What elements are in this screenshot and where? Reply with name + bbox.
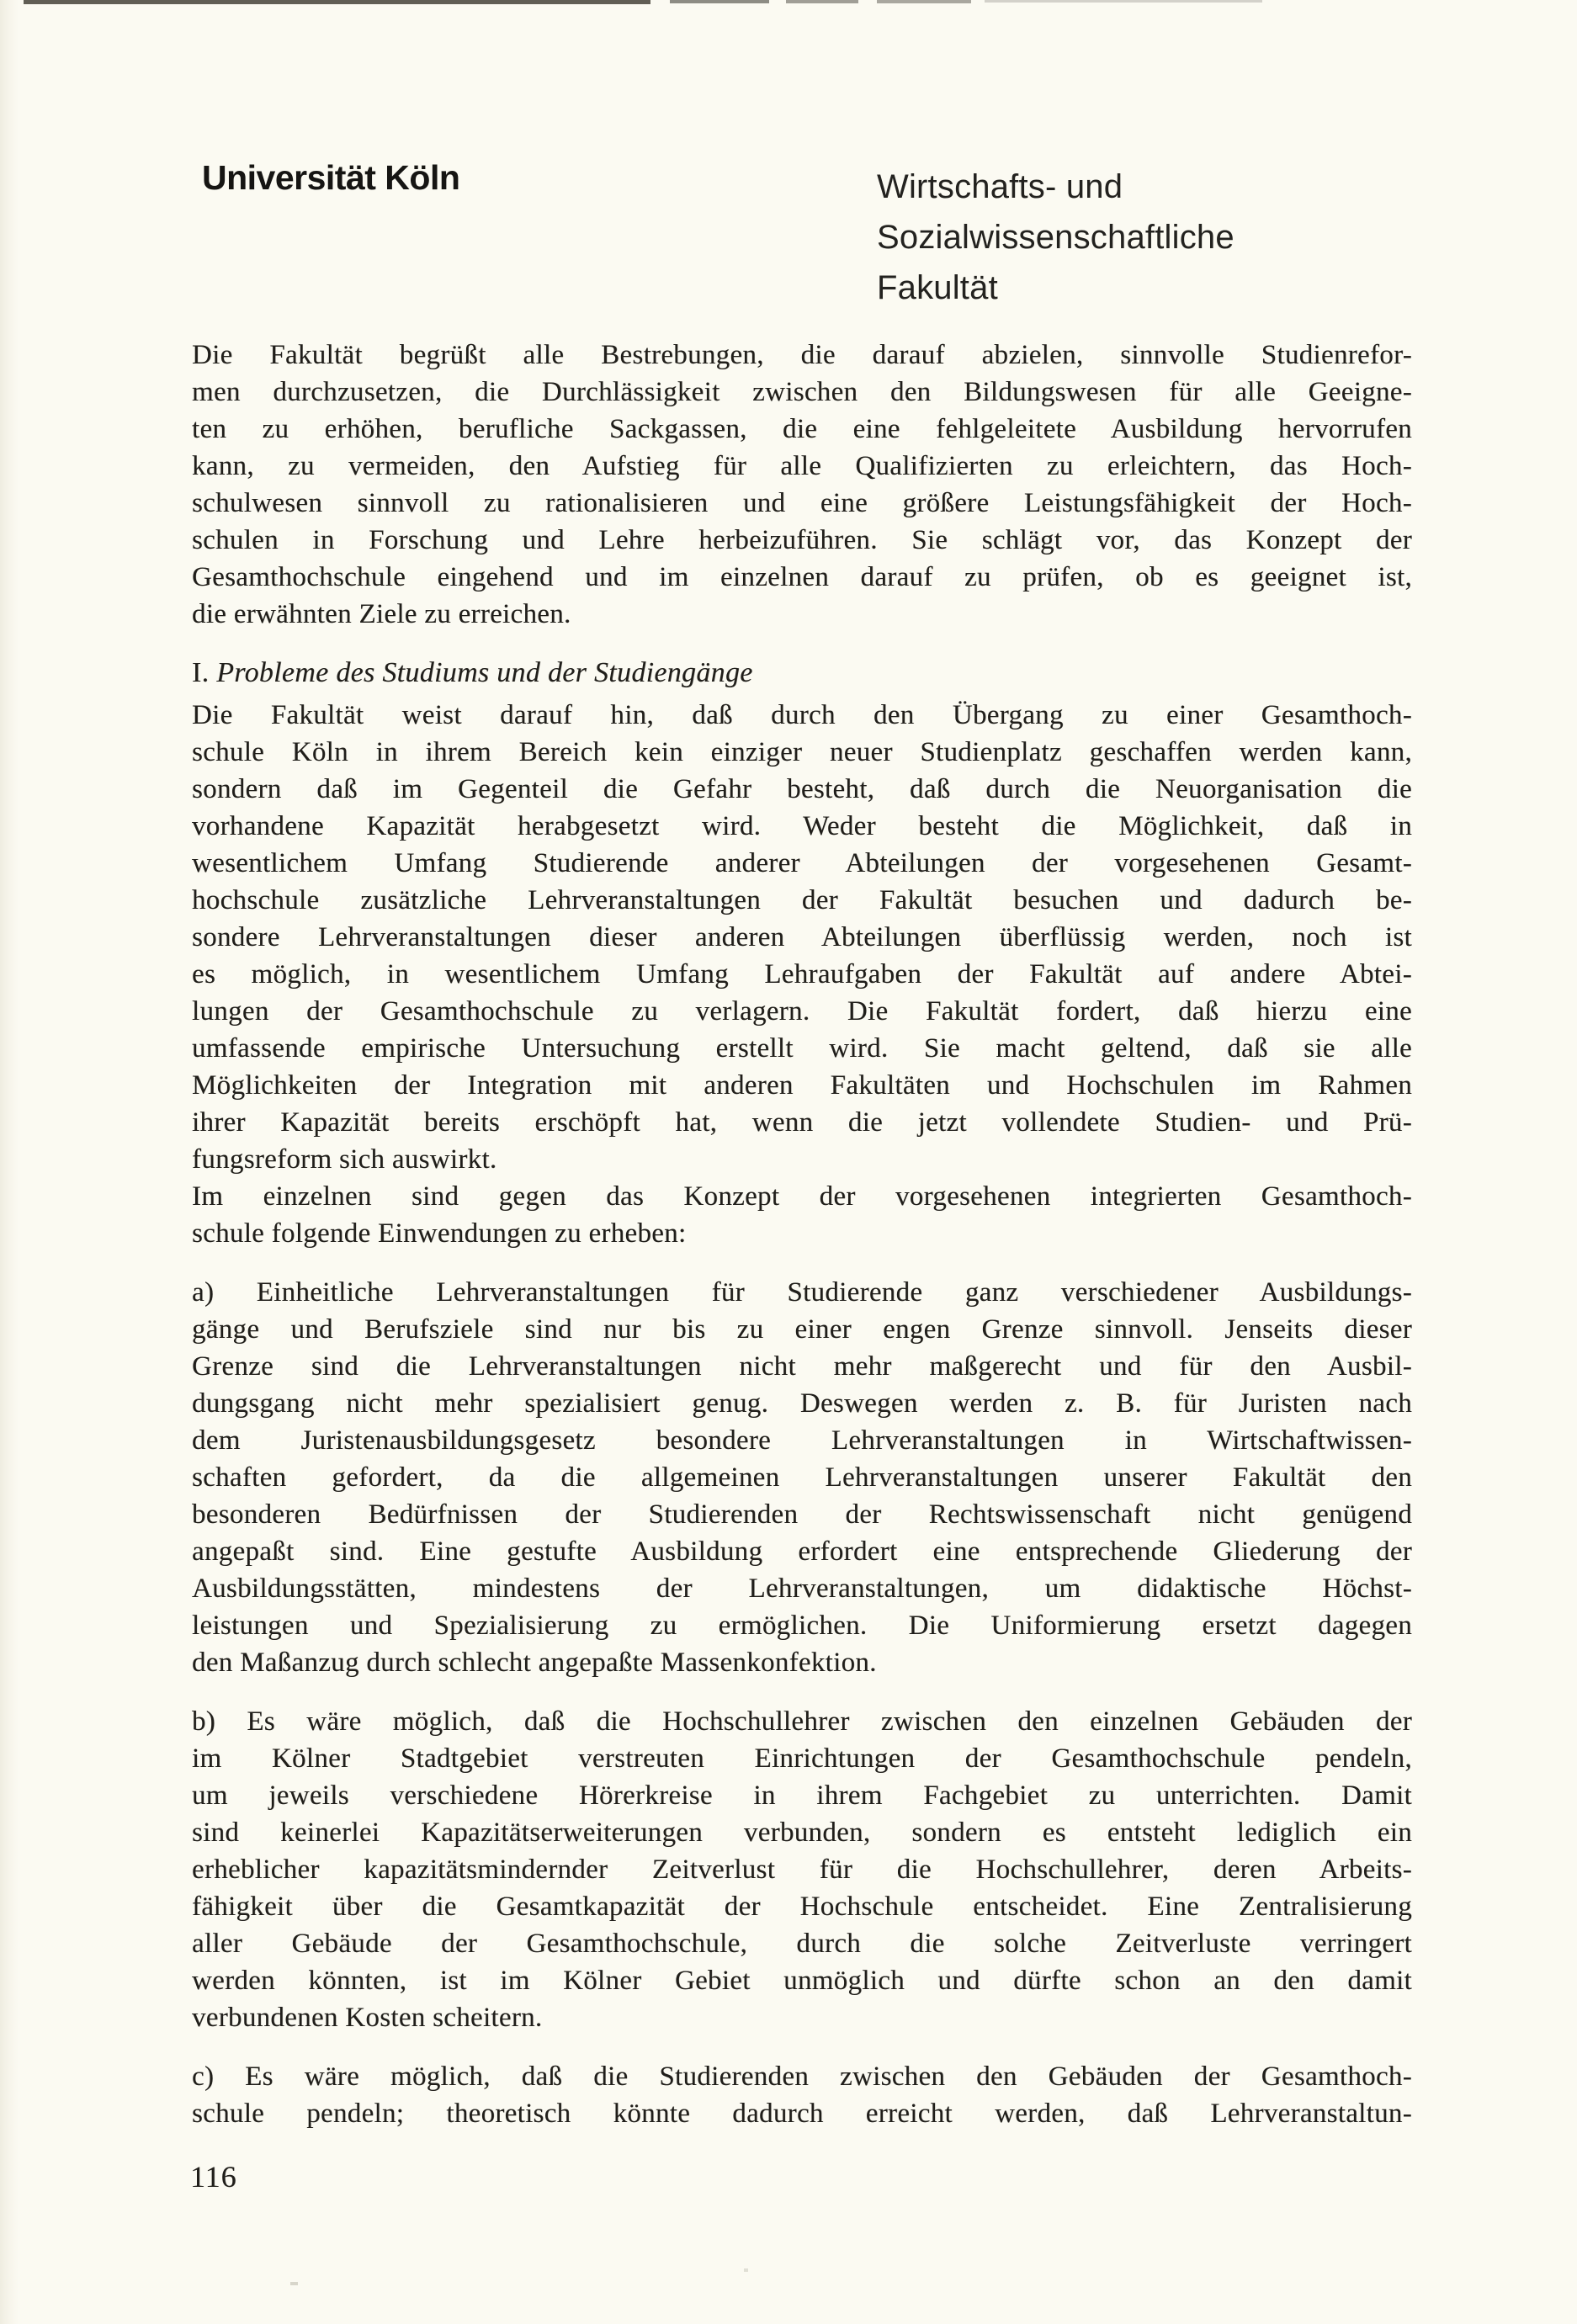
scan-artifact-top-strip [985,0,1262,3]
text-line: es möglich, in wesentlichem Umfang Lehraufgaben der Fakultät auf andere Abtei- [192,959,1412,990]
faculty-name-line: Fakultät [877,269,998,306]
scan-speck [744,2268,748,2272]
section-heading [192,655,1412,692]
scan-artifact-top-strip [24,0,650,4]
paragraph [192,1274,1412,1681]
text-line: sondere Lehrveranstaltungen dieser anderen Abteilungen überflüssig werden, noch ist [192,922,1412,952]
text-line: vorhandene Kapazität herabgesetzt wird. Weder besteht die Möglichkeit, daß in [192,811,1412,841]
scan-artifact-top-strip [786,0,858,3]
text-line: Die Fakultät weist darauf hin, daß durch den Übergang zu einer Gesamthoch- [192,700,1412,730]
text-line: schule Köln in ihrem Bereich kein einziger neuer Studienplatz geschaffen werden kann, [192,737,1412,767]
text-line: sondern daß im Gegenteil die Gefahr besteht, daß durch die Neuorganisation die [192,774,1412,804]
university-name: Universität Köln [202,158,460,197]
text-line: a) Einheitliche Lehrveranstaltungen für Studierende ganz verschiedener Ausbildungs- [192,1277,1412,1308]
section-title: Probleme des Studiums und der Studiengänge [216,657,753,688]
text-line: schulwesen sinnvoll zu rationalisieren und eine größere Leistungsfähigkeit der Hoch- [192,488,1412,518]
text-line: im Kölner Stadtgebiet verstreuten Einrichtungen der Gesamthochschule pendeln, [192,1743,1412,1774]
paragraph [192,697,1412,1252]
faculty-name-line: Wirtschafts- und [877,168,1123,205]
text-line: werden könnten, ist im Kölner Gebiet unmöglich und dürfte schon an den damit [192,1966,1412,1996]
text-line: wesentlichem Umfang Studierende anderer Abteilungen der vorgesehenen Gesamt- [192,848,1412,878]
text-line: sind keinerlei Kapazitätserweiterungen verbunden, sondern es entsteht lediglich ein [192,1817,1412,1848]
text-line: ihrer Kapazität bereits erschöpft hat, wenn die jetzt vollendete Studien- und Prü- [192,1107,1412,1138]
text-line: c) Es wäre möglich, daß die Studierenden zwischen den Gebäuden der Gesamthoch- [192,2061,1412,2092]
text-line: gänge und Berufsziele sind nur bis zu einer engen Grenze sinnvoll. Jenseits dieser [192,1314,1412,1345]
text-line: kann, zu vermeiden, den Aufstieg für alle Qualifizierten zu erleichtern, das Hoch- [192,451,1412,481]
section-numeral: I. [192,657,217,688]
scan-artifact-top-strip [670,0,769,3]
text-line: schaften gefordert, da die allgemeinen Lehrveranstaltungen unserer Fakultät den [192,1462,1412,1493]
text-line: ten zu erhöhen, berufliche Sackgassen, die eine fehlgeleitete Ausbildung hervorrufen [192,414,1412,444]
text-line: aller Gebäude der Gesamthochschule, durch die solche Zeitverluste verringert [192,1929,1412,1959]
text-line: schule folgende Einwendungen zu erheben: [192,1218,687,1249]
text-line: fähigkeit über die Gesamtkapazität der Hochschule entscheidet. Eine Zentralisierung [192,1892,1412,1922]
scan-artifact-top-strip [877,0,971,3]
text-line: besonderen Bedürfnissen der Studierenden der Rechtswissenschaft nicht genügend [192,1499,1412,1530]
text-line: Im einzelnen sind gegen das Konzept der vorgesehenen integrierten Gesamthoch- [192,1181,1412,1212]
text-line: dem Juristenausbildungsgesetz besondere Lehrveranstaltungen in Wirtschaftwissen- [192,1425,1412,1456]
text-line: hochschule zusätzliche Lehrveranstaltungen der Fakultät besuchen und dadurch be- [192,885,1412,915]
page-edge-shadow [0,0,19,2324]
paragraph [192,1703,1412,2036]
paragraph [192,2058,1412,2132]
paragraph [192,337,1412,633]
scan-speck [290,2282,298,2285]
text-line: die erwähnten Ziele zu erreichen. [192,599,571,629]
text-line: Gesamthochschule eingehend und im einzelnen darauf zu prüfen, ob es geeignet ist, [192,562,1412,592]
text-line: men durchzusetzen, die Durchlässigkeit zwischen den Bildungswesen für alle Geeigne- [192,377,1412,407]
text-line: Grenze sind die Lehrveranstaltungen nicht mehr maßgerecht und für den Ausbil- [192,1351,1412,1382]
text-line: b) Es wäre möglich, daß die Hochschullehrer zwischen den einzelnen Gebäuden der [192,1706,1412,1737]
text-line: verbundenen Kosten scheitern. [192,2003,543,2033]
text-line: Die Fakultät begrüßt alle Bestrebungen, die darauf abzielen, sinnvolle Studienrefor- [192,340,1412,370]
faculty-name [877,162,1235,313]
text-line: angepaßt sind. Eine gestufte Ausbildung erfordert eine entsprechende Gliederung der [192,1536,1412,1567]
text-line: den Maßanzug durch schlecht angepaßte Massenkonfektion. [192,1647,877,1678]
text-line: um jeweils verschiedene Hörerkreise in ihrem Fachgebiet zu unterrichten. Damit [192,1780,1412,1811]
text-line: Möglichkeiten der Integration mit anderen Fakultäten und Hochschulen im Rahmen [192,1070,1412,1101]
page-number: 116 [190,2160,237,2194]
text-line: erheblicher kapazitätsmindernder Zeitverlust für die Hochschullehrer, deren Arbeits- [192,1854,1412,1885]
text-line: schulen in Forschung und Lehre herbeizuführen. Sie schlägt vor, das Konzept der [192,525,1412,555]
text-line: dungsgang nicht mehr spezialisiert genug. Deswegen werden z. B. für Juristen nach [192,1388,1412,1419]
text-line: lungen der Gesamthochschule zu verlagern. Die Fakultät fordert, daß hierzu eine [192,996,1412,1027]
document-body [192,337,1412,2132]
text-line: umfassende empirische Untersuchung erstellt wird. Sie macht geltend, daß sie alle [192,1033,1412,1064]
text-line: fungsreform sich auswirkt. [192,1144,497,1175]
text-line: Ausbildungsstätten, mindestens der Lehrveranstaltungen, um didaktische Höchst- [192,1573,1412,1604]
text-line: leistungen und Spezialisierung zu ermöglichen. Die Uniformierung ersetzt dagegen [192,1610,1412,1641]
faculty-name-line: Sozialwissenschaftliche [877,219,1235,256]
text-line: schule pendeln; theoretisch könnte dadurch erreicht werden, daß Lehrveranstaltun- [192,2098,1412,2129]
